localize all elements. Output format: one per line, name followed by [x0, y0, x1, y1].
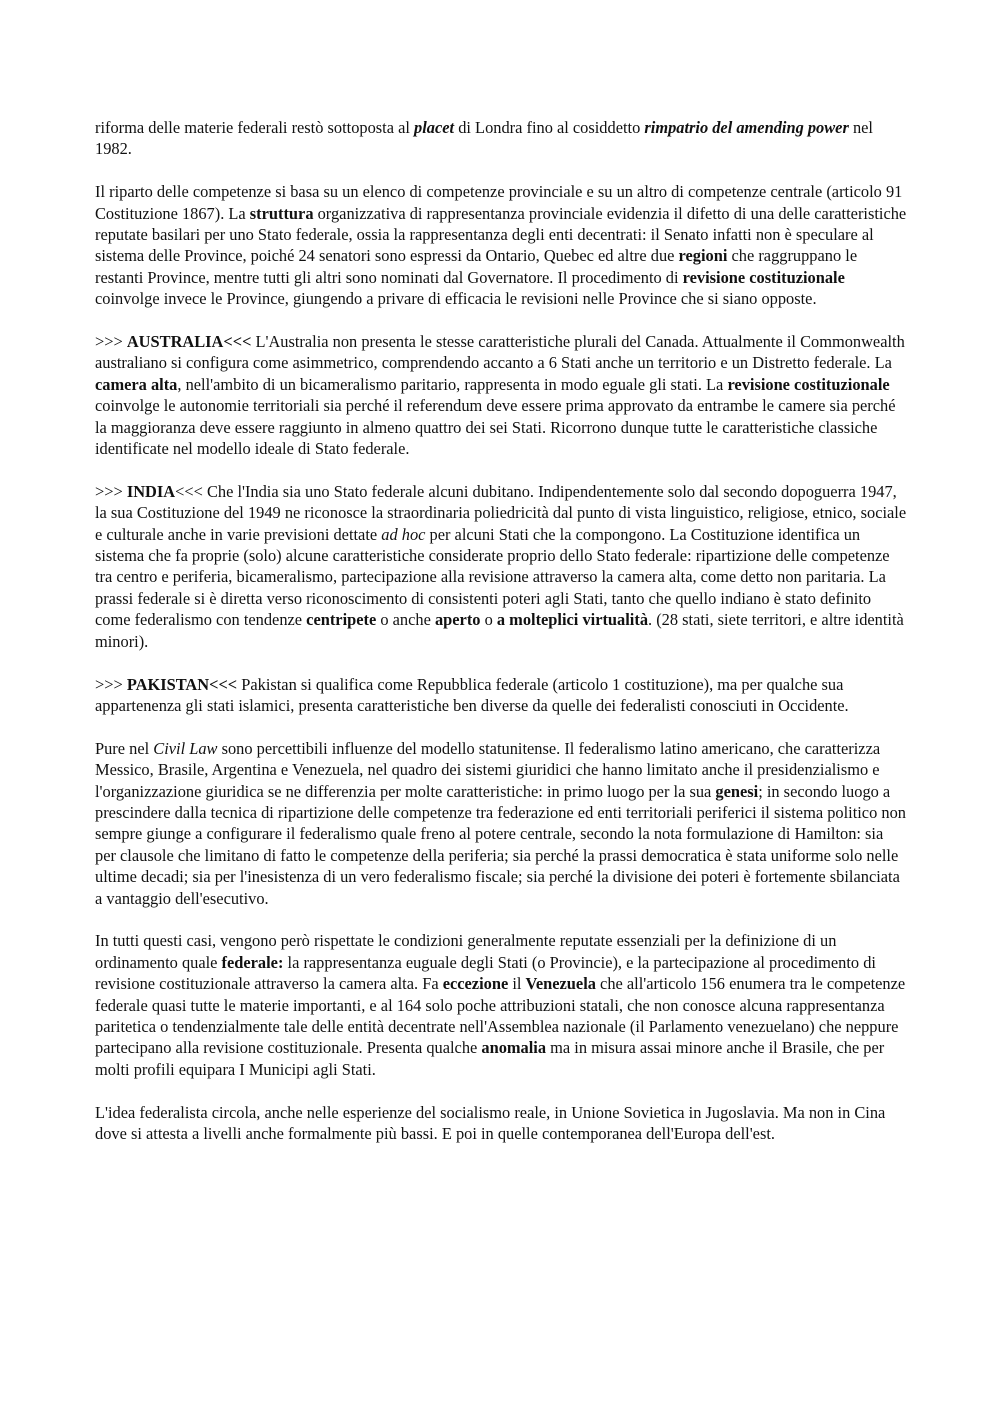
- italic-term: Civil Law: [153, 738, 218, 758]
- bold-term: struttura: [249, 203, 314, 223]
- text-run: ma in misura assai minore anche il Brasile, che per molti profili equipara I Municipi agli Stati.: [95, 1038, 885, 1079]
- text-run: Pure nel: [95, 738, 154, 758]
- text-run: nel 1982.: [95, 118, 873, 159]
- text-run: per alcuni Stati che la compongono. La Costituzione identifica un sistema che fa proprie (solo) alcune caratteristiche considerate proprio dello Stato federale: ripartizione delle competenze tra centro e periferia, bicameralismo, partecipazione alla revisione attraverso la camera alta, come detto non paritaria. La prassi federale si è diretta verso riconoscimento di consistenti poteri agli Stati, tanto che quello indiano è stato definito come federalismo con tendenze: [95, 524, 890, 630]
- text-run: >>>: [95, 481, 127, 501]
- paragraph-canada-amending: [95, 117, 907, 160]
- text-run: L'idea federalista circola, anche nelle esperienze del socialismo reale, in Unione Sovietica in Jugoslavia. Ma non in Cina dove si attesta a livelli anche formalmente più bassi. E poi in quelle contemporanea dell'Europa dell'est.: [95, 1102, 886, 1143]
- text-run: che raggruppano le restanti Province, mentre tutti gli altri sono nominati dal Governatore. Il procedimento di: [95, 246, 858, 287]
- paragraph-civil-law: [95, 738, 907, 909]
- text-run: di Londra fino al cosiddetto: [454, 118, 645, 137]
- text-run: o: [480, 610, 497, 630]
- paragraph-venezuela: [95, 930, 907, 1080]
- bold-term: revisione costituzionale: [682, 267, 845, 287]
- bold-term: revisione costituzionale: [727, 374, 890, 394]
- text-run: il: [508, 974, 526, 994]
- text-run: che all'articolo 156 enumera tra le competenze federale quasi tutte le materie importanti, e al 164 solo poche attribuzioni statali, che non conosce alcuna rappresentanza paritetica o tendenzialmente tale delle entità decentrate nell'Assemblea nazionale (il Parlamento venezuelano) che neppure partecipano alla revisione costituzionale. Presenta qualche: [95, 974, 906, 1058]
- text-run: coinvolge le autonomie territoriali sia perché il referendum deve essere prima approvato da entrambe le camere sia perché la maggioranza deve essere raggiunto in almeno quattro dei sei Stati. Ricorrono dunque tutte le caratteristiche classiche identificate nel modello ideale di Stato federale.: [95, 396, 896, 459]
- emphasis-rimpatrio: rimpatrio del amending power: [644, 118, 849, 137]
- text-run: la rappresentanza euguale degli Stati (o Provincie), e la partecipazione al procedimento di revisione costituzionale attraverso la camera alta. Fa: [95, 952, 876, 994]
- bold-term: Venezuela: [525, 974, 596, 994]
- text-run: <<< Che l'India sia uno Stato federale alcuni dubitano. Indipendentemente solo dal secondo dopoguerra 1947, la sua Costituzione del 1949 ne riconosce la straordinaria poliedricità dal punto di vista linguistico, religiose, etnico, sociale e culturale anche in varie previsioni dettate: [95, 481, 907, 544]
- paragraph-india: [95, 481, 907, 652]
- bold-term: centripete: [306, 610, 377, 630]
- paragraph-pakistan: [95, 674, 907, 717]
- paragraph-australia: [95, 331, 907, 459]
- bold-term: camera alta: [95, 374, 178, 394]
- text-run: coinvolge invece le Province, giungendo a privare di efficacia le revisioni nelle Province che si siano opposte.: [95, 289, 817, 309]
- bold-term: aperto: [434, 610, 481, 630]
- text-run: Pakistan si qualifica come Repubblica federale (articolo 1 costituzione), ma per qualche sua appartenenza gli stati islamici, presenta caratteristiche ben diverse da quelle dei federalisti conosciuti in Occidente.: [95, 674, 849, 715]
- document-page: [95, 117, 907, 1166]
- text-run: >>>: [95, 674, 127, 694]
- bold-term: eccezione: [442, 974, 509, 994]
- bold-term: a molteplici virtualità: [496, 610, 649, 630]
- section-heading-australia: AUSTRALIA<<<: [126, 332, 252, 352]
- section-heading-india: INDIA: [126, 481, 176, 501]
- section-heading-pakistan: PAKISTAN<<<: [126, 674, 238, 694]
- bold-term: regioni: [678, 246, 728, 266]
- text-run: organizzativa di rappresentanza provinciale evidenzia il difetto di una delle caratteristiche reputate basilari per uno Stato federale, ossia la rappresentanza degli enti decentrati: il Senato infatti non è speculare al sistema delle Province, poiché 24 senatori sono espressi da Ontario, Quebec ed altre due: [95, 203, 907, 266]
- bold-term: genesi: [715, 781, 759, 801]
- text-run: Il riparto delle competenze si basa su un elenco di competenze provinciale e su un altro di competenze centrale (articolo 91 Costituzione 1867). La: [95, 182, 903, 223]
- text-run: sono percettibili influenze del modello statunitense. Il federalismo latino americano, che caratterizza Messico, Brasile, Argentina e Venezuela, nel quadro dei sistemi giuridici che hanno limitato anche il presidenzialismo e l'organizzazione giuridica se ne differenzia per molte caratteristiche: in primo luogo per la sua: [95, 738, 881, 801]
- bold-term: anomalia: [481, 1038, 547, 1058]
- text-run: L'Australia non presenta le stesse caratteristiche plurali del Canada. Attualmente il Commonwealth australiano si configura come asimmetrico, comprendendo accanto a 6 Stati anche un territorio e un Distretto federale. La: [95, 332, 905, 373]
- text-run: ; in secondo luogo a prescindere dalla tecnica di ripartizione delle competenze tra federazione ed enti territoriali periferici il sistema politico non sempre giunge a configurare il federalismo quale freno al potere centrale, secondo la nota formulazione di Hamilton: sia per clausole che limitano di fatto le competenze della periferia; sia perché la prassi democratica è stata uniforme solo nelle ultime decadi; sia per l'inesistenza di un vero federalismo fiscale; sia perché la divisione dei poteri è fortemente sbilanciata a vantaggio dell'esecutivo.: [95, 781, 906, 908]
- emphasis-placet: placet: [414, 118, 455, 137]
- paragraph-canada-riparto: [95, 181, 907, 309]
- italic-term: ad hoc: [381, 524, 426, 544]
- bold-term: federale:: [221, 952, 284, 972]
- paragraph-socialismo: [95, 1102, 907, 1145]
- text-run: . (28 stati, siete territori, e altre identità minori).: [95, 610, 904, 651]
- text-run: o anche: [376, 610, 435, 630]
- text-run: In tutti questi casi, vengono però rispettate le condizioni generalmente reputate essenziali per la definizione di un ordinamento quale: [95, 931, 837, 972]
- text-run: riforma delle materie federali restò sottoposta al: [95, 118, 415, 137]
- text-run: , nell'ambito di un bicameralismo paritario, rappresenta in modo eguale gli stati. La: [177, 374, 728, 394]
- text-run: >>>: [95, 332, 127, 352]
